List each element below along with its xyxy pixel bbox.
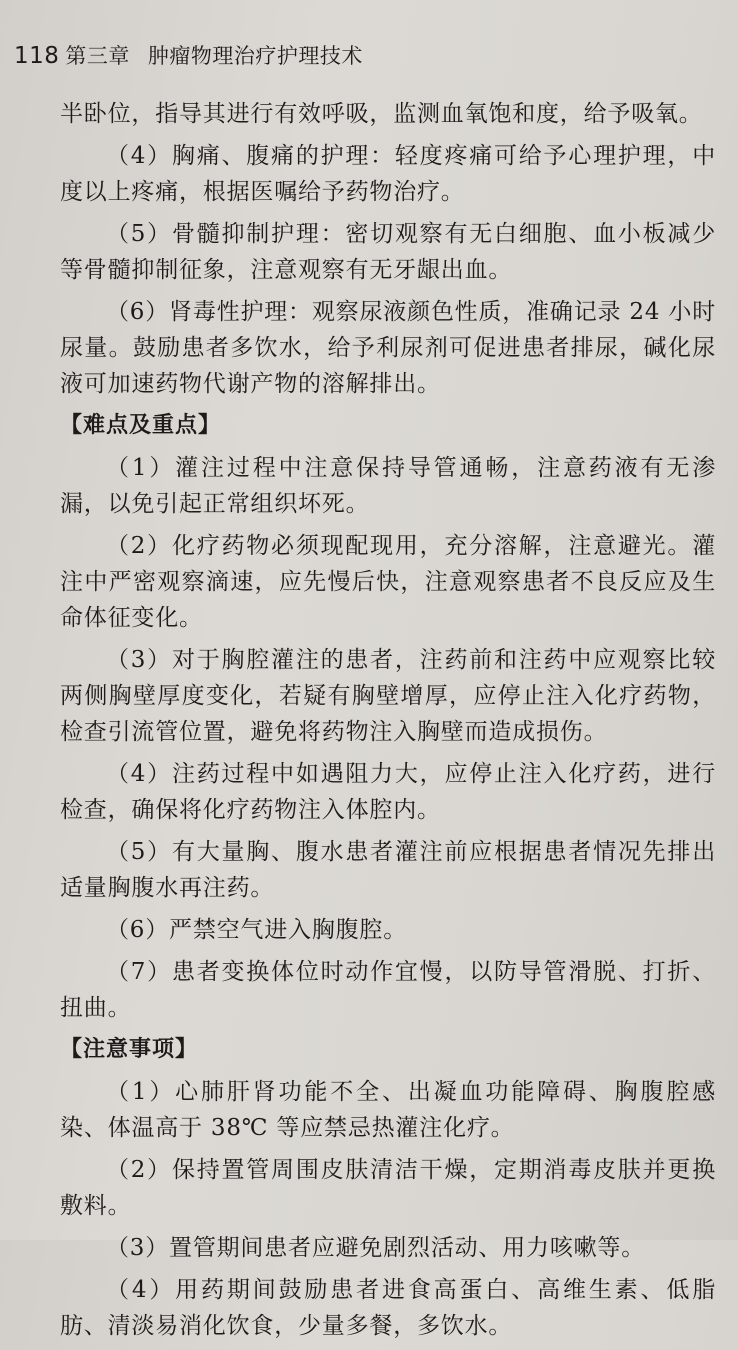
paragraph-key-point: （6）严禁空气进入胸腹腔。 [106,917,408,943]
chapter-label: 第三章 [65,44,130,68]
running-head [14,40,363,76]
paragraph-key-point: （4）注药过程中如遇阻力大，应停止注入化疗药，进行检查，确保将化疗药物注入体腔内。 [60,761,716,823]
paragraph-note: （1）心肺肝肾功能不全、出凝血功能障碍、胸腹腔感染、体温高于 38℃ 等应禁忌热灌注化疗。 [60,1079,716,1141]
paragraph-care-item: （4）胸痛、腹痛的护理：轻度疼痛可给予心理护理，中度以上疼痛，根据医嘱给予药物治疗。 [60,143,716,205]
section-heading-key-points: 【难点及重点】 [60,413,222,438]
body-text [60,96,716,1350]
paragraph-key-point: （7）患者变换体位时动作宜慢，以防导管滑脱、打折、扭曲。 [60,959,716,1021]
paragraph-note: （4）用药期间鼓励患者进食高蛋白、高维生素、低脂肪、清淡易消化饮食，少量多餐，多饮水。 [60,1277,716,1339]
paragraph-intro: 半卧位，指导其进行有效呼吸，监测血氧饱和度，给予吸氧。 [60,101,703,127]
section-heading-notes: 【注意事项】 [60,1037,199,1062]
paragraph-note: （2）保持置管周围皮肤清洁干燥，定期消毒皮肤并更换敷料。 [60,1157,716,1219]
paragraph-key-point: （2）化疗药物必须现配现用，充分溶解，注意避光。灌注中严密观察滴速，应先慢后快，注意观察患者不良反应及生命体征变化。 [60,533,716,631]
paragraph-care-item: （6）肾毒性护理：观察尿液颜色性质，准确记录 24 小时尿量。鼓励患者多饮水，给予利尿剂可促进患者排尿，碱化尿液可加速药物代谢产物的溶解排出。 [60,299,716,397]
chapter-title: 肿瘤物理治疗护理技术 [147,44,363,68]
paragraph-key-point: （3）对于胸腔灌注的患者，注药前和注药中应观察比较两侧胸壁厚度变化，若疑有胸壁增厚，应停止注入化疗药物，检查引流管位置，避免将药物注入胸壁而造成损伤。 [60,647,716,745]
paragraph-note: （3）置管期间患者应避免剧烈活动、用力咳嗽等。 [106,1235,646,1261]
paragraph-key-point: （1）灌注过程中注意保持导管通畅，注意药液有无渗漏，以免引起正常组织坏死。 [60,455,716,517]
paragraph-key-point: （5）有大量胸、腹水患者灌注前应根据患者情况先排出适量胸腹水再注药。 [60,839,716,901]
page-number: 118 [14,43,60,69]
paragraph-care-item: （5）骨髓抑制护理：密切观察有无白细胞、血小板减少等骨髓抑制征象，注意观察有无牙龈出血。 [60,221,716,283]
